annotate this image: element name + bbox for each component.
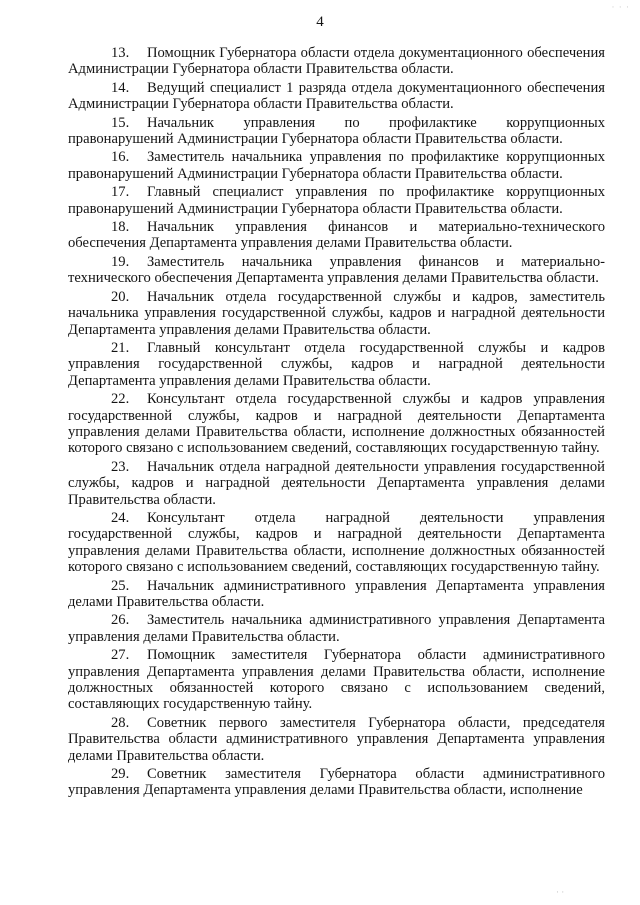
item-text: Начальник управления по профилактике коррупционных правонарушений Администрации Губернатора области Правительства области. xyxy=(68,114,605,148)
item-text: Советник заместителя Губернатора области административного управления Департамента управления делами Правительства области, исполнение xyxy=(68,766,605,799)
item-text: Заместитель начальника административного управления Департамента управления делами Правительства области. xyxy=(68,612,605,645)
list-item xyxy=(68,340,605,389)
item-text: Заместитель начальника управления финансов и материально-технического обеспечения Департамента управления делами Правительства области. xyxy=(68,253,605,287)
list-item xyxy=(68,115,605,148)
item-number: 25. xyxy=(111,577,130,594)
item-number: 18. xyxy=(111,219,130,236)
item-text: Начальник управления финансов и материально-технического обеспечения Департамента управления делами Правительства области. xyxy=(68,219,605,252)
item-number: 21. xyxy=(111,339,130,356)
list-item xyxy=(68,80,605,113)
item-text: Главный специалист управления по профилактике коррупционных правонарушений Администрации Губернатора области Правительства области. xyxy=(68,184,605,217)
list-item xyxy=(68,149,605,182)
list-item xyxy=(68,184,605,217)
item-number: 23. xyxy=(111,458,130,475)
item-number: 22. xyxy=(111,391,130,408)
item-number: 28. xyxy=(111,714,130,731)
list-item xyxy=(68,578,605,611)
document-body xyxy=(68,45,605,801)
item-text: Помощник Губернатора области отдела документационного обеспечения Администрации Губернатора области Правительства области. xyxy=(68,45,605,78)
item-number: 14. xyxy=(111,79,130,96)
item-text: Консультант отдела государственной службы и кадров управления государственной службы, кадров и наградной деятельности Департамента управления делами Правительства области, исполнение должностных обязанностей которого связано с использованием сведений, составляющих государственную тайну. xyxy=(68,391,605,457)
item-text: Ведущий специалист 1 разряда отдела документационного обеспечения Администрации Губернатора области Правительства области. xyxy=(68,79,605,113)
list-item xyxy=(68,254,605,287)
item-text: Помощник заместителя Губернатора области административного управления Департамента управления делами Правительства области, исполнение должностных обязанностей которого связано с использованием сведений, составляющих государственную тайну. xyxy=(68,647,605,713)
item-number: 26. xyxy=(111,612,130,629)
item-number: 19. xyxy=(111,253,130,270)
item-number: 16. xyxy=(111,149,130,166)
item-text: Главный консультант отдела государственной службы и кадров управления государственной службы, кадров и наградной деятельности Департамента управления делами Правительства области. xyxy=(68,339,605,389)
list-item xyxy=(68,612,605,645)
list-item xyxy=(68,219,605,252)
item-number: 17. xyxy=(111,184,130,201)
scan-bottom-mark: · · xyxy=(556,887,565,897)
list-item xyxy=(68,289,605,338)
list-item xyxy=(68,715,605,764)
item-text: Консультант отдела наградной деятельности управления государственной службы, кадров и наградной деятельности Департамента управления делами Правительства области, исполнение должностных обязанностей которого связано с использованием сведений, составляющих государственную тайну. xyxy=(68,509,605,576)
list-item xyxy=(68,647,605,713)
list-item xyxy=(68,391,605,457)
item-number: 15. xyxy=(111,114,130,131)
item-text: Начальник отдела наградной деятельности управления государственной службы, кадров и наградной деятельности Департамента управления делами Правительства области. xyxy=(68,458,605,508)
item-text: Советник первого заместителя Губернатора области, председателя Правительства области административного управления Департамента управления делами Правительства области. xyxy=(68,714,605,764)
page-number: 4 xyxy=(316,14,324,30)
list-item xyxy=(68,45,605,78)
item-text: Заместитель начальника управления по профилактике коррупционных правонарушений Администрации Губернатора области Правительства области. xyxy=(68,149,605,182)
item-text: Начальник административного управления Департамента управления делами Правительства области. xyxy=(68,577,605,610)
list-item xyxy=(68,510,605,576)
item-number: 20. xyxy=(111,288,130,305)
item-number: 29. xyxy=(111,766,130,783)
item-number: 13. xyxy=(111,45,130,61)
item-number: 27. xyxy=(111,647,130,664)
item-text: Начальник отдела государственной службы и кадров, заместитель начальника управления государственной службы, кадров и наградной деятельности Департамента управления делами Правительства области. xyxy=(68,288,605,338)
list-item xyxy=(68,459,605,508)
item-number: 24. xyxy=(111,509,130,526)
scan-corner-mark: · · · xyxy=(611,2,630,12)
list-item xyxy=(68,766,605,799)
